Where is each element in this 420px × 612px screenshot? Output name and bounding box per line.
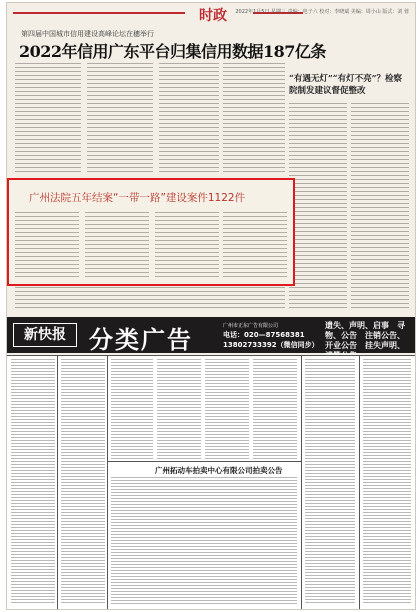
highlighted-article (7, 178, 295, 286)
ad-categories: 遗失、声明、启事 寻物、公告 注销公告、开业公告 挂失声明、 (325, 321, 405, 350)
body-text-column (87, 63, 153, 175)
classified-header (7, 317, 415, 353)
ad-phone: 电话：020—87568381 (223, 331, 305, 339)
classified-title: 分类广告 (89, 326, 193, 354)
auction-notice-title: 广州拓动车拍卖中心有限公司拍卖公告 (155, 466, 283, 475)
body-text-column (159, 63, 219, 175)
body-text-column (85, 212, 149, 278)
divider (301, 355, 302, 609)
classified-listings (7, 355, 415, 609)
header-rule-left (13, 12, 185, 14)
lead-kicker: 第四届中国城市信用建设高峰论坛在穗举行 (21, 30, 154, 38)
ad-column (11, 359, 55, 603)
ad-column (253, 359, 297, 459)
newspaper-page (6, 2, 416, 610)
body-text-column (223, 63, 285, 175)
section-title: 时政 (199, 8, 227, 24)
side-headline: “有遇无灯”“有灯不亮”？检察院制发建议督促整改 (289, 74, 403, 96)
page-header (7, 3, 415, 23)
lead-headline: 2022年信用广东平台归集信用数据187亿条 (19, 42, 326, 61)
divider (57, 355, 58, 609)
body-text-column (289, 103, 347, 311)
brand-logo: 新快报 (13, 323, 77, 347)
auction-notice-text (111, 477, 297, 605)
ad-column (305, 359, 355, 603)
ad-column (205, 359, 249, 459)
ad-column (61, 359, 105, 603)
body-text-column (155, 212, 219, 278)
body-text-column (223, 212, 287, 278)
ad-mobile: 13802733392（微信同步） (223, 341, 319, 349)
body-text-block (15, 287, 285, 311)
ad-column (111, 359, 153, 459)
divider (359, 355, 360, 609)
body-text-column (15, 63, 81, 175)
divider (107, 355, 108, 609)
body-text-column (15, 212, 79, 278)
ad-company: 广州市正东广告有限公司 (223, 323, 279, 329)
divider (7, 355, 415, 356)
divider (107, 461, 301, 462)
highlight-headline: 广州法院五年结案“一带一路”建设案件1122件 (29, 192, 246, 204)
ad-column (157, 359, 201, 459)
date-line: 2022年1月5日 星期三 责编：电子六 校对：李晓斌 美编：周小山 版式：刘 蓉 (235, 9, 409, 15)
body-text-column (351, 103, 409, 311)
ad-column (363, 359, 411, 603)
